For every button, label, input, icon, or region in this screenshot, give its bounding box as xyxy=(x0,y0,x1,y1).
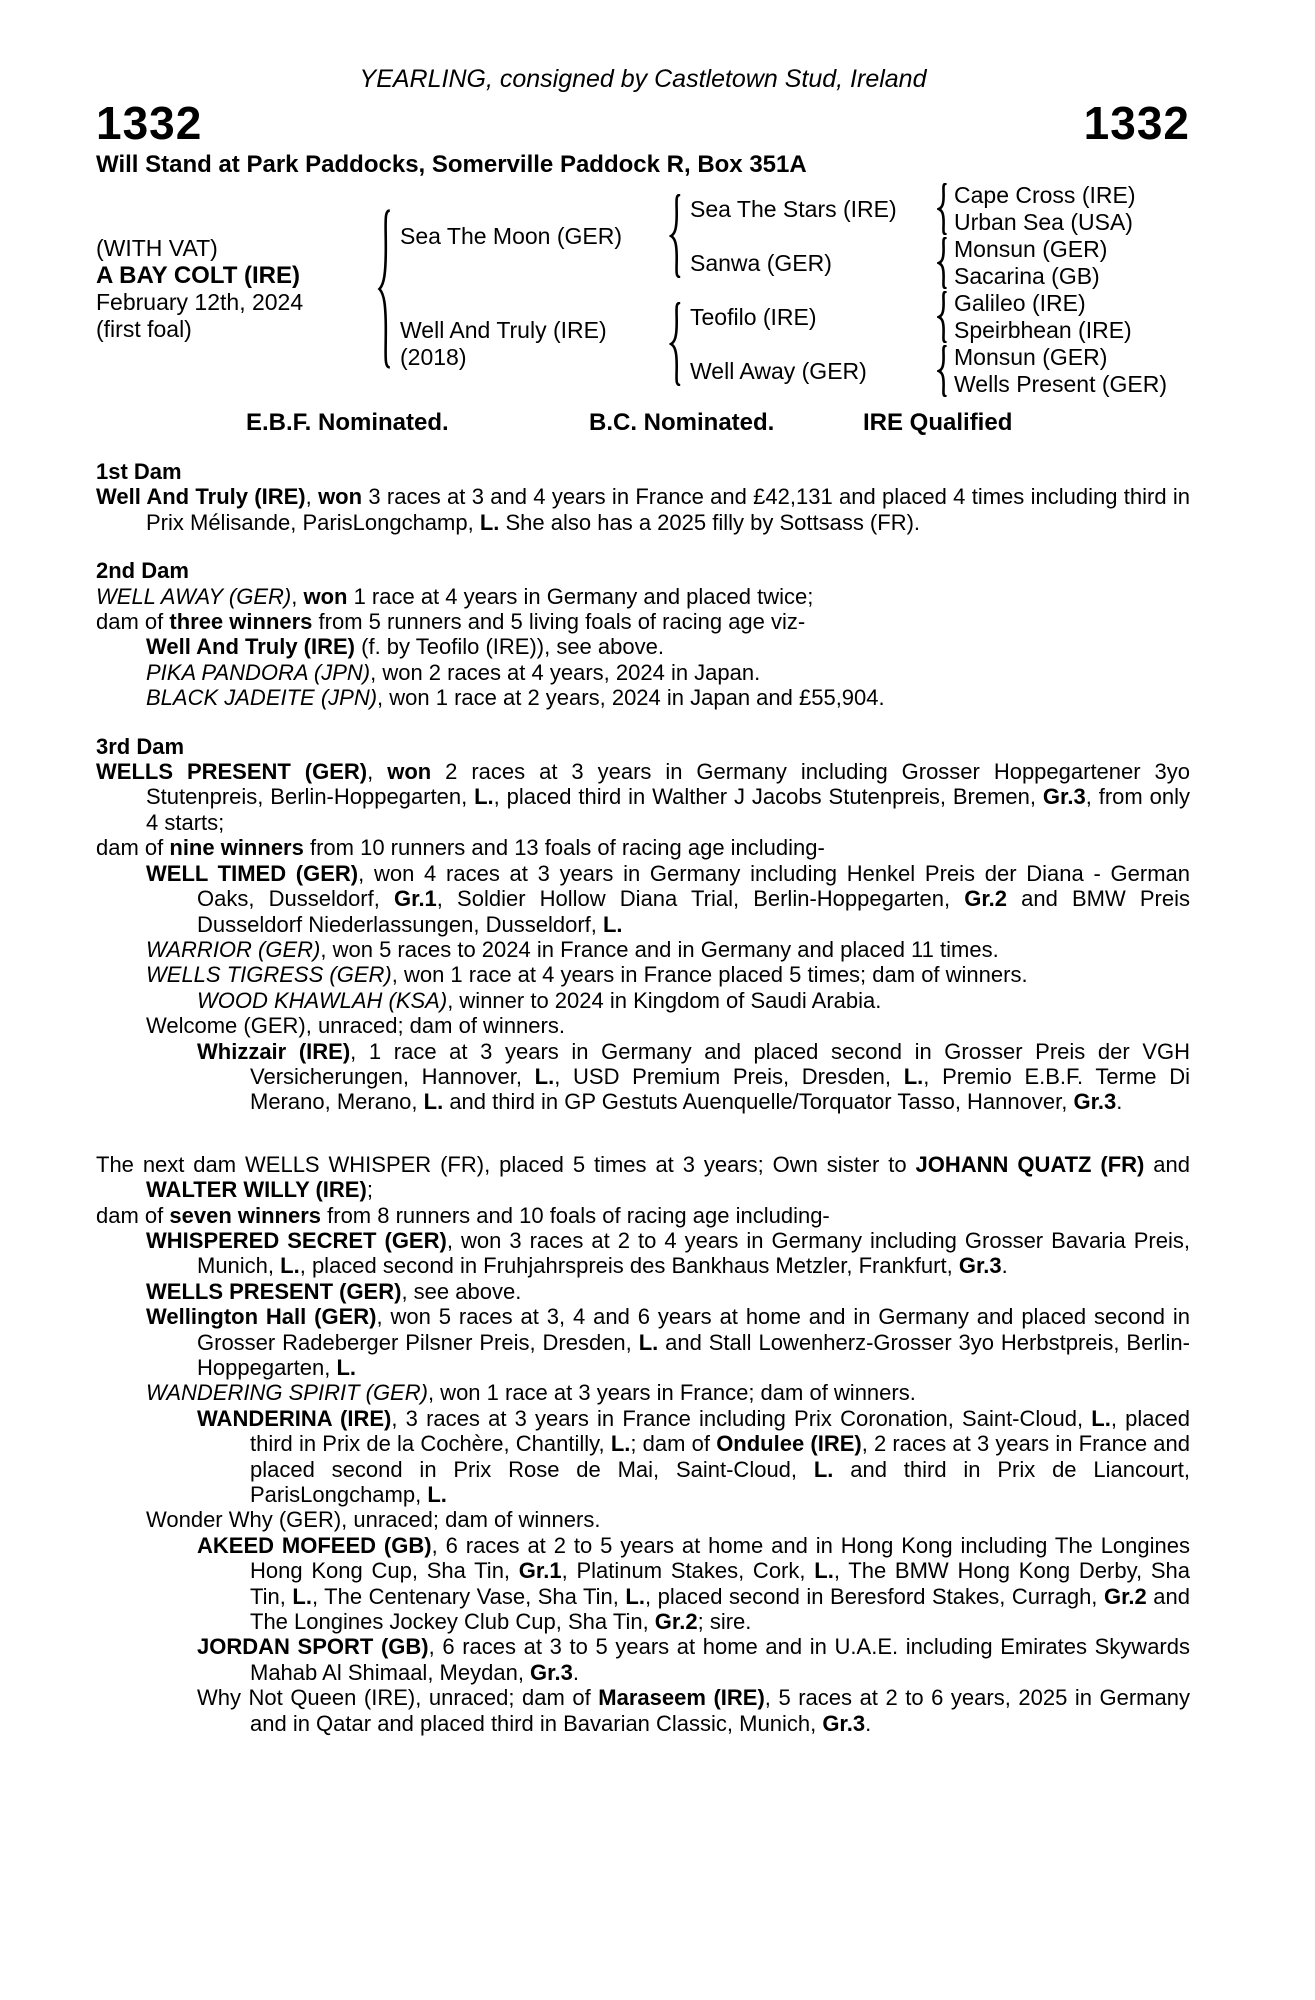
catalogue-paragraph: WANDERING SPIRIT (GER), won 1 race at 3 years in France; dam of winners. xyxy=(146,1380,916,1406)
section-heading: 2nd Dam xyxy=(96,558,189,584)
catalogue-paragraph: WELLS PRESENT (GER), won 2 races at 3 years in Germany including Grosser Hoppegartener 3yo Stutenpreis, Berlin-Hoppegarten, L., placed third in Walther J Jacobs Stutenpreis, Bremen, Gr.3, from only 4 starts; xyxy=(96,759,1191,835)
pedigree-generations xyxy=(400,182,1190,396)
sire-branch xyxy=(400,182,1190,290)
ancestor-name: Sacarina (GB) xyxy=(954,263,1100,289)
sire-sire-branch xyxy=(690,182,1190,236)
lot-number-right: 1332 xyxy=(1083,97,1190,149)
dam-dam-branch xyxy=(690,344,1190,398)
catalogue-paragraph: Wellington Hall (GER), won 5 races at 3, 4 and 6 years at home and in Germany and placed second in Grosser Radeberger Pilsner Preis, Dresden, L. and Stall Lowenherz-Grosser 3yo Herbstpreis, Berlin-Hoppegarten, L. xyxy=(146,1304,1190,1380)
catalogue-paragraph: Welcome (GER), unraced; dam of winners. xyxy=(146,1013,565,1039)
ancestor-name: Speirbhean (IRE) xyxy=(954,317,1132,343)
dam-dam-name: Well Away (GER) xyxy=(690,357,867,384)
sire-dam-branch xyxy=(690,236,1190,290)
catalogue-paragraph: The next dam WELLS WHISPER (FR), placed 5 times at 3 years; Own sister to JOHANN QUATZ (FR) and WALTER WILLY (IRE); xyxy=(96,1151,1190,1203)
brace-icon xyxy=(937,291,949,343)
ancestor-name: Urban Sea (USA) xyxy=(954,209,1133,235)
pedigree-brace-dam-sire xyxy=(931,290,954,344)
brace-icon xyxy=(937,345,949,397)
colt-name: A BAY COLT (IRE) xyxy=(96,262,301,289)
brace-icon xyxy=(377,209,393,369)
dam-year: (2018) xyxy=(400,344,467,370)
ancestor-name: Wells Present (GER) xyxy=(954,371,1168,397)
vat-note: (WITH VAT) xyxy=(96,235,218,261)
catalogue-paragraph: WELLS TIGRESS (GER), won 1 race at 4 years in France placed 5 times; dam of winners. xyxy=(146,962,1028,988)
ancestor-name: Cape Cross (IRE) xyxy=(954,182,1136,208)
pedigree-brace-sire-dam xyxy=(931,236,954,290)
ancestor-name: Monsun (GER) xyxy=(954,236,1108,262)
catalogue-paragraph: Whizzair (IRE), 1 race at 3 years in Germany and placed second in Grosser Preis der VGH Versicherungen, Hannover, L., USD Premium Preis, Dresden, L., Premio E.B.F. Terme Di Merano, Merano, L. and third in GP Gestuts Auenquelle/Torquator Tasso, Hannover, Gr.3. xyxy=(197,1038,1190,1115)
catalogue-paragraph: PIKA PANDORA (JPN), won 2 races at 4 years, 2024 in Japan. xyxy=(146,659,761,685)
catalogue-paragraph: WELLS PRESENT (GER), see above. xyxy=(146,1278,522,1304)
lot-number-row xyxy=(96,97,1190,149)
catalogue-paragraph: BLACK JADEITE (JPN), won 1 race at 2 years, 2024 in Japan and £55,904. xyxy=(146,685,885,711)
catalogue-paragraph: WHISPERED SECRET (GER), won 3 races at 2 to 4 years in Germany including Grosser Bavaria Preis, Munich, L., placed second in Fruhjahrspreis des Bankhaus Metzler, Frankfurt, Gr.3. xyxy=(146,1227,1190,1279)
foal-date: February 12th, 2024 xyxy=(96,289,304,315)
ire-qualified: IRE Qualified xyxy=(863,409,1013,436)
section-heading: 1st Dam xyxy=(96,459,182,484)
foal-note: (first foal) xyxy=(96,316,192,342)
pedigree-brace-dam xyxy=(662,290,690,398)
bc-nomination: B.C. Nominated. xyxy=(589,409,775,436)
section-heading: 3rd Dam xyxy=(96,733,185,759)
catalogue-paragraph: dam of seven winners from 8 runners and 10 foals of racing age including- xyxy=(96,1202,830,1228)
catalogue-paragraph: AKEED MOFEED (GB), 6 races at 2 to 5 years at home and in Hong Kong including The Longines Hong Kong Cup, Sha Tin, Gr.1, Platinum Stakes, Cork, L., The BMW Hong Kong Derby, Sha Tin, L., The Centenary Vase, Sha Tin, L., placed second in Beresford Stakes, Curragh, Gr.2 and The Longines Jockey Club Cup, Sha Tin, Gr.2; sire. xyxy=(197,1532,1190,1635)
consignment-title: YEARLING, consigned by Castletown Stud, Ireland xyxy=(359,65,927,93)
catalogue-paragraph: WELL AWAY (GER), won 1 race at 4 years in Germany and placed twice; xyxy=(96,583,814,609)
catalogue-paragraph: WOOD KHAWLAH (KSA), winner to 2024 in Kingdom of Saudi Arabia. xyxy=(197,987,882,1013)
pedigree-section xyxy=(96,459,1190,535)
catalogue-paragraph: Well And Truly (IRE) (f. by Teofilo (IRE)), see above. xyxy=(146,634,664,660)
pedigree-table xyxy=(96,182,1190,396)
pedigree-brace-dam-dam xyxy=(931,344,954,398)
ancestor-name: Galileo (IRE) xyxy=(954,290,1086,316)
dam-name: Well And Truly (IRE) xyxy=(400,317,607,343)
pedigree-brace-sire-sire xyxy=(931,182,954,236)
catalogue-paragraph: Well And Truly (IRE), won 3 races at 3 and 4 years in France and £42,131 and placed 4 times including third in Prix Mélisande, ParisLongchamp, L. She also has a 2025 filly by Sottsass (FR). xyxy=(96,484,1190,535)
pedigree-brace-sire xyxy=(662,182,690,290)
catalogue-body xyxy=(96,459,1190,1736)
ebf-nomination: E.B.F. Nominated. xyxy=(246,409,449,436)
colt-details xyxy=(96,182,370,396)
pedigree-section xyxy=(96,734,1190,1115)
catalogue-paragraph: dam of nine winners from 10 runners and 13 foals of racing age including- xyxy=(96,835,825,861)
lot-number-left: 1332 xyxy=(96,97,203,149)
sire-cell xyxy=(400,182,662,290)
dam-branch xyxy=(400,290,1190,398)
pedigree-section xyxy=(96,558,1190,710)
dam-sire-branch xyxy=(690,290,1190,344)
brace-icon xyxy=(937,183,949,235)
dam-cell xyxy=(400,290,662,398)
ancestor-name: Monsun (GER) xyxy=(954,344,1108,370)
dam-sire-name: Teofilo (IRE) xyxy=(690,303,817,330)
sire-sire-name: Sea The Stars (IRE) xyxy=(690,195,897,222)
sire-name: Sea The Moon (GER) xyxy=(400,222,623,249)
nominations-row xyxy=(96,409,1190,436)
brace-icon xyxy=(937,237,949,289)
catalogue-paragraph: Why Not Queen (IRE), unraced; dam of Maraseem (IRE), 5 races at 2 to 6 years, 2025 in Germany and in Qatar and placed third in Bavarian Classic, Munich, Gr.3. xyxy=(197,1685,1190,1736)
catalogue-paragraph: JORDAN SPORT (GB), 6 races at 3 to 5 years at home and in U.A.E. including Emirates Skywards Mahab Al Shimaal, Meydan, Gr.3. xyxy=(197,1634,1190,1685)
sire-dam-name: Sanwa (GER) xyxy=(690,249,832,276)
brace-icon xyxy=(669,194,683,278)
catalogue-paragraph: WELL TIMED (GER), won 4 races at 3 years in Germany including Henkel Preis der Diana - German Oaks, Dusseldorf, Gr.1, Soldier Hollow Diana Trial, Berlin-Hoppegarten, Gr.2 and BMW Preis Dusseldorf Niederlassungen, Dusseldorf, L. xyxy=(146,860,1191,937)
page-content xyxy=(96,64,1190,1736)
catalogue-paragraph: WANDERINA (IRE), 3 races at 3 years in France including Prix Coronation, Saint-Cloud, L., placed third in Prix de la Cochère, Chantilly, L.; dam of Ondulee (IRE), 2 races at 3 years in France and placed second in Prix Rose de Mai, Saint-Cloud, L. and third in Prix de Liancourt, ParisLongchamp, L. xyxy=(197,1405,1191,1508)
pedigree-section xyxy=(96,1152,1190,1736)
catalogue-paragraph: dam of three winners from 5 runners and 5 living foals of racing age viz- xyxy=(96,609,806,635)
brace-icon xyxy=(669,302,683,386)
catalogue-paragraph: Wonder Why (GER), unraced; dam of winners. xyxy=(146,1507,601,1533)
pedigree-brace-gen1 xyxy=(370,182,400,396)
stand-location-line: Will Stand at Park Paddocks, Somerville Paddock R, Box 351A xyxy=(96,151,807,178)
catalogue-paragraph: WARRIOR (GER), won 5 races to 2024 in France and in Germany and placed 11 times. xyxy=(146,936,999,962)
